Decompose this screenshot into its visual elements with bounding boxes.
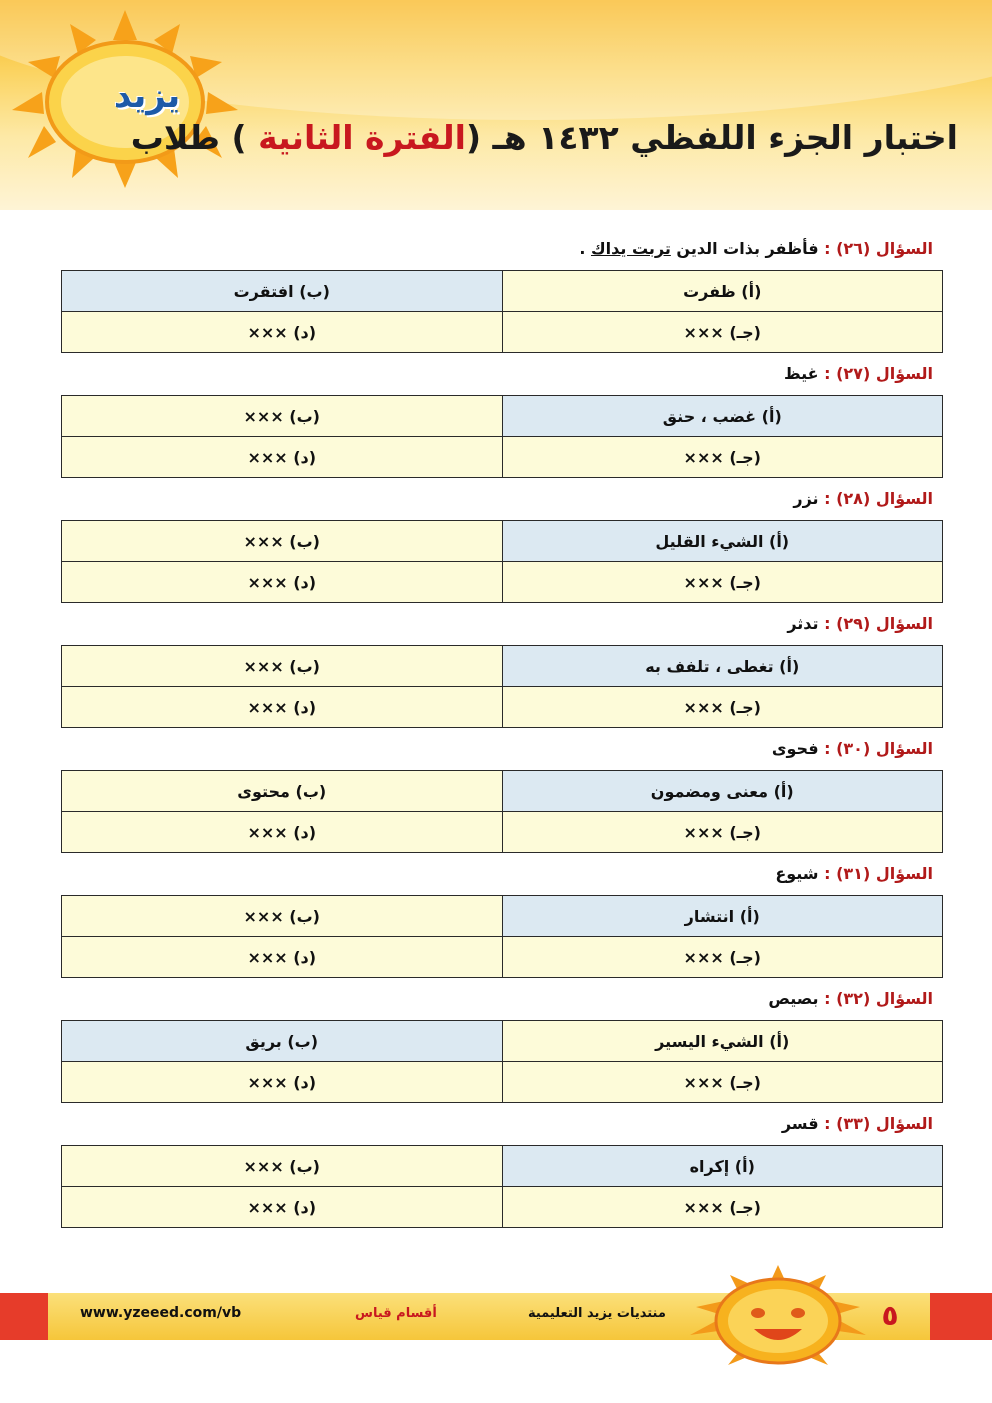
question-number: السؤال (٣١) : xyxy=(824,864,933,883)
page-header xyxy=(0,0,992,210)
question-label xyxy=(61,984,943,1020)
option-b[interactable]: (ب) افتقرت xyxy=(62,271,503,312)
option-a[interactable]: (أ) ظفرت xyxy=(502,271,943,312)
options-table xyxy=(61,395,943,478)
options-table xyxy=(61,1145,943,1228)
question-word: قسر xyxy=(781,1114,819,1133)
option-b[interactable]: (ب) محتوى xyxy=(62,771,503,812)
option-d[interactable]: (د) ××× xyxy=(62,687,503,728)
question-word: بصيص xyxy=(768,989,819,1008)
footer-accent-left xyxy=(0,1293,48,1340)
footer-section: أقسام قياس xyxy=(355,1306,437,1321)
option-d[interactable]: (د) ××× xyxy=(62,1062,503,1103)
options-table xyxy=(61,645,943,728)
option-a[interactable]: (أ) انتشار xyxy=(502,896,943,937)
option-a[interactable]: (أ) الشيء اليسير xyxy=(502,1021,943,1062)
question-label xyxy=(61,234,943,270)
question-number: السؤال (٢٦) : xyxy=(824,239,933,258)
page-number: ٥ xyxy=(881,1299,899,1332)
question-label xyxy=(61,609,943,645)
question-26 xyxy=(61,234,943,353)
title-prefix: اختبار الجزء اللفظي ١٤٣٢ هـ ( xyxy=(465,118,958,157)
option-d[interactable]: (د) ××× xyxy=(62,562,503,603)
question-number: السؤال (٢٨) : xyxy=(824,489,933,508)
option-d[interactable]: (د) ××× xyxy=(62,812,503,853)
question-33 xyxy=(61,1109,943,1228)
options-table xyxy=(61,520,943,603)
options-table xyxy=(61,895,943,978)
option-c[interactable]: (جـ) ××× xyxy=(502,812,943,853)
option-c[interactable]: (جـ) ××× xyxy=(502,1062,943,1103)
options-table xyxy=(61,270,943,353)
option-b[interactable]: (ب) ××× xyxy=(62,1146,503,1187)
option-d[interactable]: (د) ××× xyxy=(62,937,503,978)
option-b[interactable]: (ب) ××× xyxy=(62,396,503,437)
option-c[interactable]: (جـ) ××× xyxy=(502,312,943,353)
question-32 xyxy=(61,984,943,1103)
options-table xyxy=(61,1020,943,1103)
question-number: السؤال (٣٣) : xyxy=(824,1114,933,1133)
option-c[interactable]: (جـ) ××× xyxy=(502,562,943,603)
option-a[interactable]: (أ) الشيء القليل xyxy=(502,521,943,562)
option-a[interactable]: (أ) تغطى ، تلفف به xyxy=(502,646,943,687)
option-d[interactable]: (د) ××× xyxy=(62,312,503,353)
question-number: السؤال (٢٩) : xyxy=(824,614,933,633)
question-label xyxy=(61,734,943,770)
footer-sun-icon xyxy=(688,1265,868,1370)
logo-text: يزيد xyxy=(113,76,181,116)
question-label xyxy=(61,359,943,395)
question-word: تدثر xyxy=(787,614,819,633)
option-b[interactable]: (ب) بريق xyxy=(62,1021,503,1062)
question-label xyxy=(61,1109,943,1145)
option-a[interactable]: (أ) غضب ، حنق xyxy=(502,396,943,437)
footer-url-link[interactable]: www.yzeeed.com/vb xyxy=(80,1305,242,1321)
option-c[interactable]: (جـ) ××× xyxy=(502,1187,943,1228)
option-d[interactable]: (د) ××× xyxy=(62,437,503,478)
page-title xyxy=(130,118,958,157)
option-d[interactable]: (د) ××× xyxy=(62,1187,503,1228)
option-b[interactable]: (ب) ××× xyxy=(62,646,503,687)
question-30 xyxy=(61,734,943,853)
options-table xyxy=(61,770,943,853)
question-number: السؤال (٢٧) : xyxy=(824,364,933,383)
question-word: فحوى xyxy=(771,739,819,758)
question-label xyxy=(61,484,943,520)
question-label xyxy=(61,859,943,895)
question-29 xyxy=(61,609,943,728)
title-highlight: الفترة الثانية xyxy=(258,118,466,157)
question-28 xyxy=(61,484,943,603)
questions-list xyxy=(61,234,943,1228)
question-word: فأظفر بذات الدين تربت يداك . xyxy=(579,239,819,258)
question-word: نزر xyxy=(793,489,819,508)
question-word: شيوع xyxy=(775,864,819,883)
title-suffix: ) طلاب xyxy=(130,118,259,157)
question-word: غيظ xyxy=(783,364,819,383)
option-c[interactable]: (جـ) ××× xyxy=(502,937,943,978)
question-number: السؤال (٣٢) : xyxy=(824,989,933,1008)
question-31 xyxy=(61,859,943,978)
footer-accent-right xyxy=(930,1293,992,1340)
option-b[interactable]: (ب) ××× xyxy=(62,521,503,562)
option-b[interactable]: (ب) ××× xyxy=(62,896,503,937)
underlined-phrase: تربت يداك xyxy=(590,239,671,258)
option-c[interactable]: (جـ) ××× xyxy=(502,687,943,728)
option-a[interactable]: (أ) معنى ومضمون xyxy=(502,771,943,812)
question-number: السؤال (٣٠) : xyxy=(824,739,933,758)
footer-forum-name: منتديات يزيد التعليمية xyxy=(528,1306,666,1321)
option-c[interactable]: (جـ) ××× xyxy=(502,437,943,478)
question-27 xyxy=(61,359,943,478)
option-a[interactable]: (أ) إكراه xyxy=(502,1146,943,1187)
